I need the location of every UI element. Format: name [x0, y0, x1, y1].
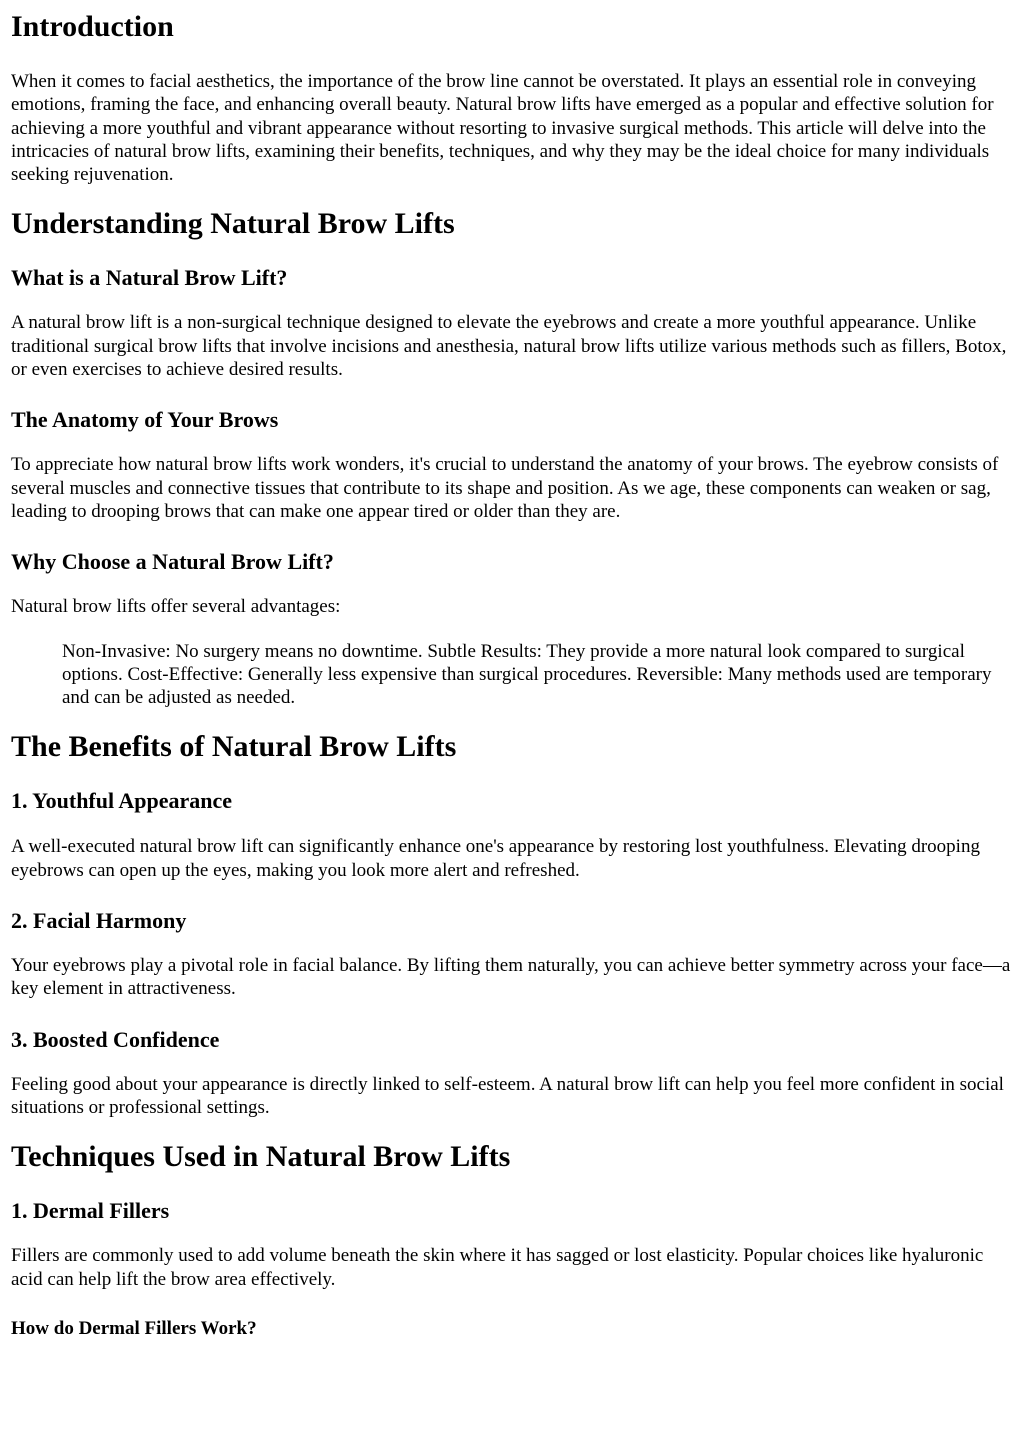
why-choose-paragraph: Natural brow lifts offer several advantages:	[11, 596, 341, 618]
harmony-paragraph: Your eyebrows play a pivotal role in facial balance. By lifting them naturally, you can achieve better symmetry across your face—a key element in attractiveness.	[11, 955, 1011, 1000]
introduction-paragraph: When it comes to facial aesthetics, the importance of the brow line cannot be overstated. It plays an essential role in conveying emotions, framing the face, and enhancing overall beauty. Natural brow lifts have emerged as a popular and effective solution for achieving a more youthful and vibrant appearance without resorting to invasive surgical methods. This article will delve into the intricacies of natural brow lifts, examining their benefits, techniques, and why they may be the ideal choice for many individuals seeking rejuvenation.	[11, 71, 994, 186]
dermal-fillers-heading: 1. Dermal Fillers	[11, 1198, 170, 1224]
confidence-paragraph: Feeling good about your appearance is directly linked to self-esteem. A natural brow lift can help you feel more confident in social situations or professional settings.	[11, 1073, 1004, 1118]
anatomy-heading: The Anatomy of Your Brows	[11, 407, 279, 433]
what-is-heading: What is a Natural Brow Lift?	[11, 265, 288, 291]
harmony-heading: 2. Facial Harmony	[11, 908, 187, 934]
techniques-heading: Techniques Used in Natural Brow Lifts	[11, 1140, 511, 1174]
youthful-heading: 1. Youthful Appearance	[11, 788, 233, 814]
anatomy-paragraph: To appreciate how natural brow lifts work wonders, it's crucial to understand the anatomy of your brows. The eyebrow consists of several muscles and connective tissues that contribute to its shape and position. As we age, these components can weaken or sag, leading to drooping brows that can make one appear tired or older than they are.	[11, 454, 999, 522]
dermal-fillers-paragraph: Fillers are commonly used to add volume beneath the skin where it has sagged or lost elasticity. Popular choices like hyaluronic acid can help lift the brow area effectively.	[11, 1245, 984, 1290]
how-fillers-work-heading: How do Dermal Fillers Work?	[11, 1317, 257, 1339]
advantages-blockquote: Non-Invasive: No surgery means no downtime. Subtle Results: They provide a more natural look compared to surgical options. Cost-Effective: Generally less expensive than surgical procedures. Reversible: Many methods used are temporary and can be adjusted as needed.	[62, 640, 992, 709]
youthful-paragraph: A well-executed natural brow lift can significantly enhance one's appearance by restoring lost youthfulness. Elevating drooping eyebrows can open up the eyes, making you look more alert and refreshed.	[11, 836, 980, 881]
why-choose-heading: Why Choose a Natural Brow Lift?	[11, 549, 334, 575]
introduction-heading: Introduction	[11, 10, 174, 43]
what-is-paragraph: A natural brow lift is a non-surgical technique designed to elevate the eyebrows and create a more youthful appearance. Unlike traditional surgical brow lifts that involve incisions and anesthesia, natural brow lifts utilize various methods such as fillers, Botox, or even exercises to achieve desired results.	[11, 312, 1007, 381]
confidence-heading: 3. Boosted Confidence	[11, 1026, 220, 1052]
understanding-heading: Understanding Natural Brow Lifts	[11, 207, 455, 241]
benefits-heading: The Benefits of Natural Brow Lifts	[11, 730, 457, 764]
